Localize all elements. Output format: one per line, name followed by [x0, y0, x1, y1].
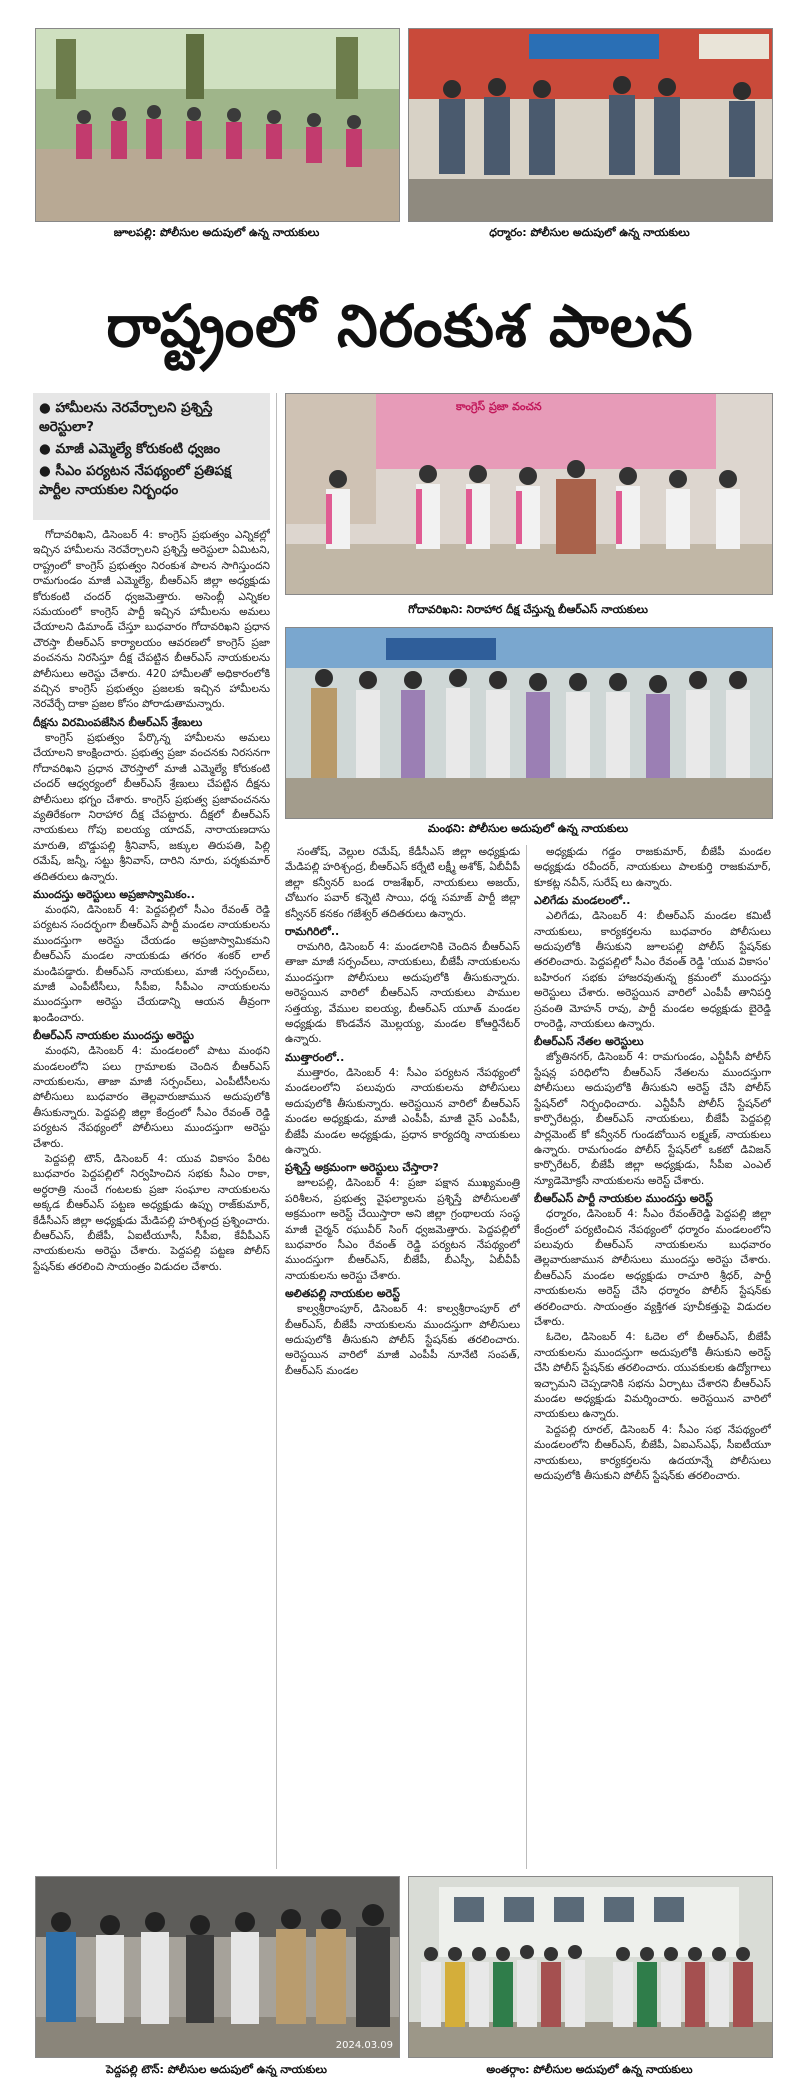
- subheading: దీక్షను విరమింపజేసిన బీఆర్‌ఎస్ శ్రేణులు: [33, 715, 203, 729]
- paragraph: కాల్వశ్రీరాంపూర్, డిసెంబర్ 4: కాల్వశ్రీరాంపూర్ లో బీఆర్‌ఎస్, బీజేపీ నాయకులను ముందస్తుగా పోలీసులు అదుపులోకి తీసుకుని పోలీస్ స్టేషన్‌కు తరలించారు. అరెస్టయిన వారిలో మాజీ ఎంపీపీ నూనేటి సంపత్, బీఆర్‌ఎస్ మండల: [285, 1303, 520, 1377]
- caption-julapalli: జూలపల్లి: పోలీసుల అదుపులో ఉన్న నాయకులు: [113, 226, 320, 239]
- bullet-2: ● మాజీ ఎమ్మెల్యే కోరుకంటి ధ్వజం: [39, 441, 221, 457]
- paragraph: మంథని, డిసెంబర్ 4: మండలంలో పాటు మంథని మండలంలోని పలు గ్రామాలకు చెందిన బీఆర్‌ఎస్ నాయకులను, తాజా మాజీ సర్పంచ్‌లు, ఎంపీటీసీలను పోలీసులు బుధవారం తెల్లవారుజామున అదుపులోకి తీసుకున్నారు. పెద్దపల్లి జిల్లా కేంద్రంలో సీఎం రేవంత్ రెడ్డి పర్యటన నేపథ్యంలో పోలీసులు ముందస్తుగా అరెస్టు చేశారు.: [33, 1045, 270, 1150]
- banner-text: కాంగ్రెస్ ప్రజా వంచన: [456, 400, 542, 413]
- photo-antargam: [408, 1876, 773, 2058]
- photo-godavarikhani: [285, 393, 773, 595]
- subheading: బీఆర్‌ఎస్ పార్టీ నాయకుల ముందస్తు అరెస్ట్: [534, 1192, 713, 1206]
- subheading: ఎలిగేడు మండలంలో..: [534, 894, 631, 908]
- subheading: ముత్తారంలో..: [285, 1050, 345, 1064]
- paragraph: జూలపల్లి, డిసెంబర్ 4: ప్రజా పక్షాన ముఖ్యమంత్రి పరిశీలన, ప్రభుత్వ వైఫల్యాలను ప్రశ్నిస్తే పోలీసులతో అక్రమంగా అరెస్ట్ చేయిస్తారా అని జిల్లా గ్రంథాలయ సంస్థ మాజీ చైర్మన్ రఘువీర్ సింగ్ ధ్వజమెత్తారు. పెద్దపల్లిలో బుధవారం సీఎం రేవంత్ రెడ్డి పర్యటన నేపథ్యంలో ముందస్తుగా బీఆర్‌ఎస్, బీజేపీ, బీఎస్పీ, ఏబీవీపీ నాయకులను అరెస్టు చేశారు.: [285, 1177, 520, 1282]
- caption-antargam: అంతర్గాం: పోలీసుల అదుపులో ఉన్న నాయకులు: [486, 2063, 693, 2076]
- paragraph: రామగిరి, డిసెంబర్ 4: మండలానికి చెందిన బీఆర్‌ఎస్ తాజా మాజీ సర్పంచ్‌లు, నాయకులు, బీజేపీ నాయకులను ముందస్తుగా పోలీసులు అదుపులోకి తీసుకున్నారు. అరెస్టయిన వారిలో బీఆర్‌ఎస్ నాయకులు పాముల సత్తయ్య, వేముల ఐలయ్య, బీఆర్‌ఎస్ యూత్ మండల అధ్యక్షుడు కొండవేన మొల్లయ్య, మండల కోఆర్డినేటర్ ఉన్నారు.: [285, 941, 520, 1046]
- paragraph: పెద్దపల్లి రూరల్, డిసెంబర్ 4: సీఎం సభ నేపథ్యంలో మండలంలోని బీఆర్‌ఎస్, బీజేపీ, ఏఐఎస్‌ఎఫ్, సీఐటీయూ నాయకులు, కార్యకర్తలను ఉదయాన్నే పోలీసులు అదుపులోకి తీసుకుని పోలీస్ స్టేషన్‌కు తరలించారు.: [534, 1423, 771, 1483]
- paragraph: ఓదెల, డిసెంబర్ 4: ఓదెల లో బీఆర్‌ఎస్, బీజేపీ నాయకులను ముందస్తుగా అదుపులోకి తీసుకుని అరెస్ట్ చేసి పోలీస్ స్టేషన్‌కు తరలించారు. యువకులకు ఉద్యోగాలు ఇచ్చామని చెప్పడానికి సభను ఏర్పాటు చేశారని బీఆర్‌ఎస్ మండల అధ్యక్షుడు విమర్శించారు. అరెస్టయిన వారిలో నాయకులు ఉన్నారు.: [534, 1331, 771, 1421]
- column-divider: [526, 845, 527, 1869]
- caption-manthani: మంథని: పోలీసుల అదుపులో ఉన్న నాయకులు: [427, 822, 629, 835]
- caption-dharmaram: ధర్మారం: పోలీసుల అదుపులో ఉన్న నాయకులు: [489, 226, 690, 239]
- subheading: రామగిరిలో..: [285, 925, 340, 939]
- paragraph: సంతోష్, వెల్లుల రమేష్, కేడీసీఎస్ జిల్లా అధ్యక్షుడు మేడిపల్లి హరిశ్చంద్ర, బీఆర్‌ఎస్ కర్నేటి లక్ష్మీ అశోక్, ఏబీవీపీ జిల్లా కన్వీనర్ బండ రాజశేఖర్, నాయకులు అజయ్, చోటుగం పవార్ కన్నెటి సాయి, ధర్మ సమాజ్ పార్టీ జిల్లా కన్వీనర్ కనకం గజేశ్వర్ తదితరులు ఉన్నారు.: [285, 846, 520, 920]
- caption-godavarikhani: గోదావరిఖని: నిరాహార దీక్ష చేస్తున్న బీఆర్‌ఎస్‌ నాయకులు: [408, 603, 648, 616]
- subheading: బీఆర్‌ఎస్ నాయకుల ముందస్తు అరెస్టు: [33, 1029, 194, 1043]
- photo-peddapalli-town: [35, 1876, 400, 2058]
- summary-bullets: [33, 393, 270, 520]
- paragraph: ఎలిగేడు, డిసెంబర్ 4: బీఆర్‌ఎస్ మండల కమిటీ నాయకులు, కార్యకర్తలను బుధవారం పోలీసులు అదుపులోకి తీసుకుని జూలపల్లి పోలీస్ స్టేషన్‌కు తరలించారు. పెద్దపల్లిలో సీఎం రేవంత్ రెడ్డి 'యువ వికాసం' బహిరంగ సభకు హాజరవుతున్న క్రమంలో ముందస్తు అరెస్టులు చేశారు. అరెస్టయిన వారిలో ఎంపీపీ తానిపర్తి స్రవంతి మోహన్ రావు, పార్టీ మండల అధ్యక్షుడు బైరెడ్డి రాంరెడ్డి, నాయకులు ఉన్నారు.: [534, 910, 771, 1031]
- article-column-2: [285, 845, 520, 1870]
- paragraph: జ్యోతినగర్, డిసెంబర్ 4: రామగుండం, ఎన్టీపీసీ పోలీస్ స్టేషన్ల పరిధిలోని బీఆర్‌ఎస్ నేతలను ముందస్తుగా పోలీసులు అదుపులోకి తీసుకుని అరెస్ట్ చేసి పోలీస్ స్టేషన్‌లో నిర్బంధించారు. ఎన్టీపీసీ పోలీస్ స్టేషన్‌లో కార్పొరేటర్లు, బీఆర్‌ఎస్ నాయకులు, బీజేపీ పెద్దపల్లి పార్లమెంట్ కో కన్వీనర్ గుండబోయిన లక్ష్మణ్, నాయకులు ఉన్నారు. రామగుండం పోలీస్ స్టేషన్‌లో ఒకటో డివిజన్ కార్పొరేటర్, బీజేపీ జిల్లా అధ్యక్షుడు, సీపీఐ ఎంఎల్ న్యూడెమోక్రసీ నాయకులను అరెస్ట్ చేశారు.: [534, 1051, 771, 1187]
- paragraph: అధ్యక్షుడు గడ్డం రాజకుమార్, బీజేపీ మండల అధ్యక్షుడు రవీందర్, నాయకులు పాలకుర్తి రాజకుమార్, కూకట్ల నవీన్, సురేష్ లు ఉన్నారు.: [534, 846, 771, 889]
- paragraph: పెద్దపల్లి టౌన్, డిసెంబర్ 4: యువ వికాసం పేరిట బుధవారం పెద్దపల్లిలో నిర్వహించిన సభకు సీఎం రాకా, అర్ధరాత్రి నుంచే గంటలకు ప్రజా సంఘాల నాయకులను అక్కడ బీఆర్‌ఎస్ పట్టణ అధ్యక్షుడు ఉప్పు రాజ్‌కుమార్, కేడీసీఎస్ జిల్లా అధ్యక్షుడు మేడిపల్లి హరిశ్చంద్ర ప్రశ్నించారు. బీఆర్‌ఎస్, బీజేపీ, ఏఐటీయూసీ, సీపీఐ, కేవీపీఎస్ నాయకులను అరెస్టు చేశారు. పెద్దపల్లి పట్టణ పోలీస్ స్టేషన్‌కు తరలించి సాయంత్రం విడుదల చేశారు.: [33, 1153, 270, 1273]
- paragraph: మంథని, డిసెంబర్ 4: పెద్దపల్లిలో సీఎం రేవంత్ రెడ్డి పర్యటన సందర్భంగా బీఆర్‌ఎస్ పార్టీ మండల నాయకులను ముందస్తుగా అరెస్టు చేయడం అప్రజాస్వామికమని బీఆర్‌ఎస్ మండల నాయకుడు తగరం శంకర్ లాల్ మండిపడ్డారు. బీఆర్‌ఎస్ నాయకులు, మాజీ సర్పంచ్‌లు, మాజీ ఎంపీటీసీలు, సీపీఐ, సీపీఎం నాయకులను ముందస్తుగా అరెస్టు చేయడాన్ని ఆయన తీవ్రంగా ఖండించారు.: [33, 903, 270, 1024]
- caption-peddapalli-town: పెద్దపల్లి టౌన్‌: పోలీసుల అదుపులో ఉన్న నాయకులు: [106, 2063, 327, 2076]
- paragraph: కాంగ్రెస్ ప్రభుత్వం పేర్కొన్న హామీలను అమలు చేయాలని కాంక్షించారు. ప్రభుత్వ ప్రజా వంచనకు నిరసనగా గోదావరిఖని ప్రధాన చౌరస్తాలో మాజీ ఎమ్మెల్యే కోరుకంటి చందర్ ఆధ్వర్యంలో బీఆర్‌ఎస్ శ్రేణులు చేపట్టిన దీక్షను పోలీసులు భగ్నం చేశారు. కాంగ్రెస్ ప్రభుత్వ ప్రజావంచనను వ్యతిరేకంగా నిరాహార దీక్ష చేపట్టారు. దీక్షలో బీఆర్‌ఎస్ నాయకులు గోపు ఐలయ్య యాదవ్, నారాయణదాసు మారుతి, బొడ్డుపల్లి శ్రీనివాస్, జక్కుల తిరుపతి, పిల్లి రమేష్, జన్నీ, సట్టు శ్రీనివాస్, దారిని నూరు, పర్శకుమార్ తదితరులు ఉన్నారు.: [33, 731, 270, 883]
- photo-dharmaram: [408, 28, 773, 222]
- paragraph: ధర్మారం, డిసెంబర్ 4: సీఎం రేవంత్‌రెడ్డి పెద్దపల్లి జిల్లా కేంద్రంలో పర్యటించిన నేపథ్యంలో ధర్మారం మండలంలోని పలువురు బీఆర్‌ఎస్ నాయకులను బుధవారం తెల్లవారుజామున పోలీసులు ముందస్తు అరెస్టు చేశారు. బీఆర్‌ఎస్ మండల అధ్యక్షుడు రాచూరి శ్రీధర్, పార్టీ నాయకులను అరెస్ట్ చేసి ధర్మారం పోలీస్ స్టేషన్‌కు తరలించారు. సాయంత్రం వ్యక్తిగత పూచీకత్తుపై విడుదల చేశారు.: [534, 1208, 771, 1328]
- article-column-3: [534, 845, 771, 1870]
- photo-timestamp: 2024.03.09: [335, 2040, 393, 2051]
- paragraph: గోదావరిఖని, డిసెంబర్ 4: కాంగ్రెస్ ప్రభుత్వం ఎన్నికల్లో ఇచ్చిన హామీలను నెరవేర్చాలని ప్రశ్నిస్తే అరెస్టులా ఏమిటని, రాష్ట్రంలో కాంగ్రెస్ ప్రభుత్వం నిరంకుశ పాలన సాగిస్తుందని రామగుండం మాజీ ఎమ్మెల్యే, బీఆర్‌ఎస్ జిల్లా అధ్యక్షుడు కోరుకంటి చందర్ ధ్వజమెత్తారు. అసెంబ్లీ ఎన్నికల సమయంలో కాంగ్రెస్ పార్టీ ఇచ్చిన హామీలను అమలు చేయాలని డిమాండ్ చేస్తూ బుధవారం గోదావరిఖని ప్రధాన చౌరస్తా బీఆర్‌ఎస్ కార్యాలయం ఆవరణలో కాంగ్రెస్ ప్రజా వంచనను నిరసిస్తూ దీక్ష చేపట్టిన బీఆర్‌ఎస్ నాయకులను పోలీసులు అరెస్టు చేశారు. 420 హామీలతో అధికారంలోకి వచ్చిన కాంగ్రెస్ ప్రభుత్వం ప్రజలకు ఇచ్చిన హామీలను నెరవేర్చే దాకా ప్రజల కోసం పోరాడుతామన్నారు.: [33, 529, 270, 711]
- subheading: బీఆర్‌ఎస్ నేతల అరెస్టులు: [534, 1035, 644, 1049]
- article-column-1: [33, 528, 270, 1870]
- headline: రాష్ట్రంలో నిరంకుశ పాలన: [106, 292, 694, 360]
- bullet-1: ● హామీలను నెరవేర్చాలని ప్రశ్నిస్తే అరెస్టులా?: [39, 400, 213, 435]
- photo-julapalli: [35, 28, 400, 222]
- paragraph: ముత్తారం, డిసెంబర్ 4: సీఎం పర్యటన నేపథ్యంలో మండలంలోని పలువురు నాయకులను పోలీసులు అదుపులోకి తీసుకున్నారు. అరెస్టయిన వారిలో బీఆర్‌ఎస్ మండల అధ్యక్షుడు, మాజీ ఎంపీపీ, మాజీ వైస్ ఎంపీపీ, బీజేపీ మండల అధ్యక్షుడు, ప్రధాన కార్యదర్శి నాయకులు ఉన్నారు.: [285, 1066, 520, 1156]
- column-divider: [276, 393, 277, 1869]
- photo-manthani: [285, 627, 773, 819]
- bullet-3: ● సీఎం పర్యటన నేపథ్యంలో ప్రతిపక్ష పార్టీల నాయకుల నిర్బంధం: [39, 463, 232, 498]
- subheading: అలితపల్లి నాయకుల అరెస్ట్: [285, 1287, 400, 1301]
- subheading: ముందస్తు అరెస్టులు అప్రజాస్వామికం..: [33, 887, 195, 901]
- subheading: ప్రశ్నిస్తే అక్రమంగా అరెస్టులు చేస్తారా?: [285, 1161, 439, 1175]
